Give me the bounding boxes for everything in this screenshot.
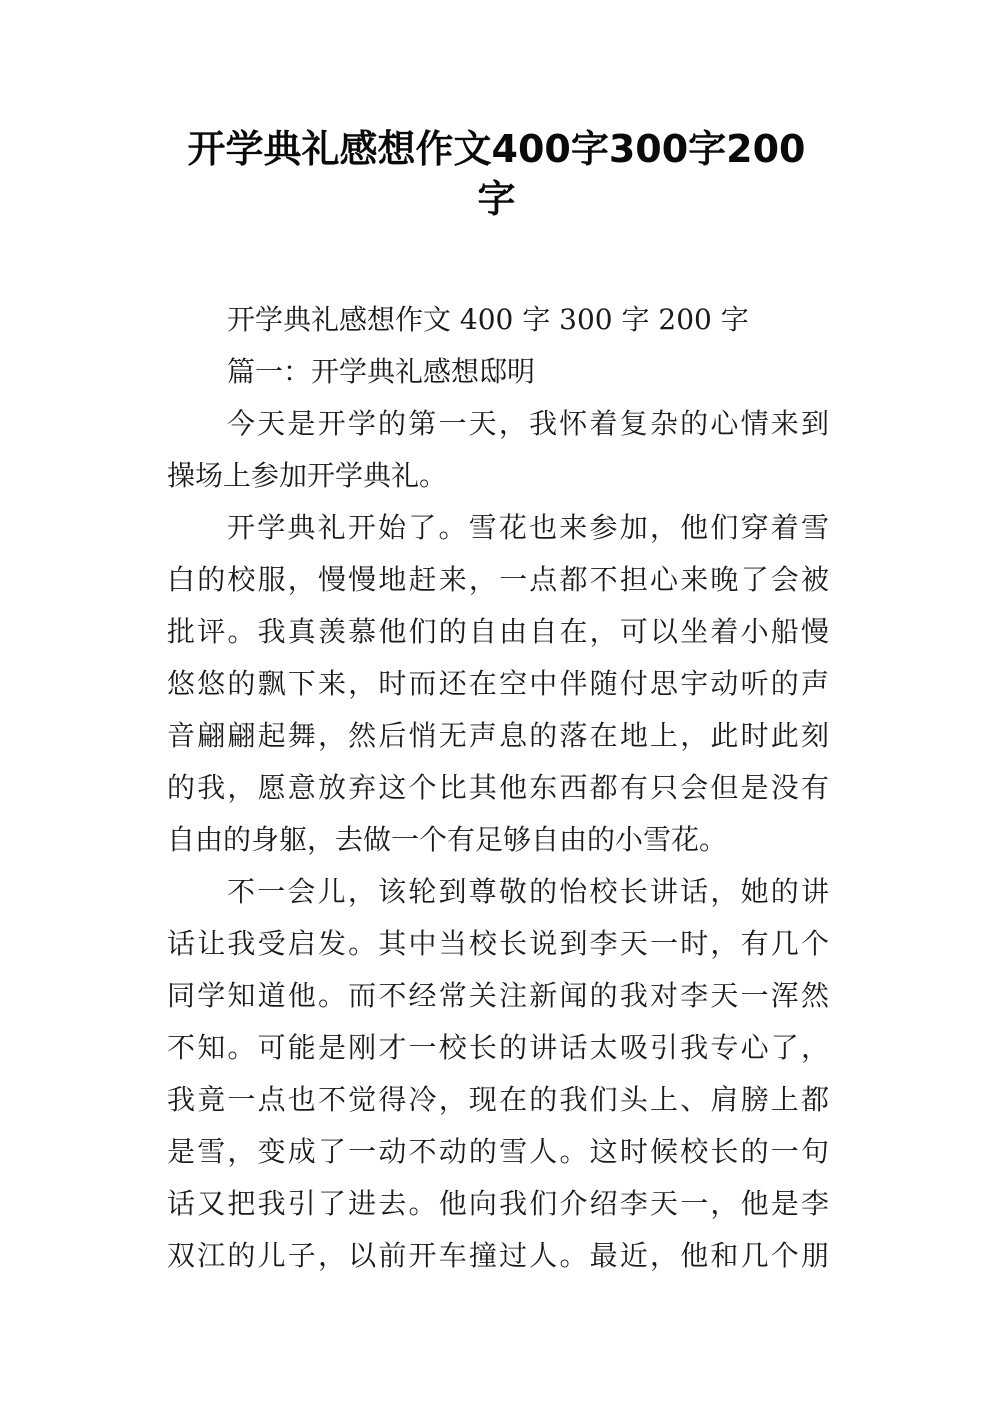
title-line-2: 字 bbox=[477, 177, 516, 221]
paragraph-line: 今天是开学的第一天，我怀着复杂的心情来到 bbox=[227, 407, 829, 440]
document-body bbox=[167, 294, 829, 1282]
section-heading: 篇一：开学典礼感想邸明 bbox=[227, 355, 536, 388]
paragraph-line: 不一会儿，该轮到尊敬的怡校长讲话，她的讲 bbox=[227, 875, 829, 908]
subtitle-line: 开学典礼感想作文 400 字 300 字 200 字 bbox=[227, 303, 749, 336]
paragraph-line: 我竟一点也不觉得冷，现在的我们头上、肩膀上都 bbox=[167, 1083, 829, 1116]
paragraph-line: 开学典礼开始了。雪花也来参加，他们穿着雪 bbox=[227, 511, 829, 544]
paragraph-line: 音翩翩起舞，然后悄无声息的落在地上，此时此刻 bbox=[167, 719, 829, 752]
paragraph-line: 是雪，变成了一动不动的雪人。这时候校长的一句 bbox=[167, 1135, 829, 1168]
paragraph-line: 同学知道他。而不经常关注新闻的我对李天一浑然 bbox=[167, 979, 829, 1012]
paragraph-line: 悠悠的飘下来，时而还在空中伴随付思宇动听的声 bbox=[167, 667, 829, 700]
paragraph-line: 批评。我真羡慕他们的自由自在，可以坐着小船慢 bbox=[167, 615, 829, 648]
title-line-1: 开学典礼感想作文400字300字200 bbox=[187, 127, 806, 171]
document-title bbox=[120, 124, 873, 224]
paragraph-line: 操场上参加开学典礼。 bbox=[167, 459, 448, 492]
paragraph-line: 自由的身躯，去做一个有足够自由的小雪花。 bbox=[167, 823, 728, 856]
paragraph-line: 的我，愿意放弃这个比其他东西都有只会但是没有 bbox=[167, 771, 829, 804]
paragraph-line: 话又把我引了进去。他向我们介绍李天一，他是李 bbox=[167, 1187, 829, 1220]
paragraph-line: 白的校服，慢慢地赶来，一点都不担心来晚了会被 bbox=[167, 563, 829, 596]
paragraph-line: 双江的儿子，以前开车撞过人。最近，他和几个朋 bbox=[167, 1239, 829, 1272]
paragraph-line: 话让我受启发。其中当校长说到李天一时，有几个 bbox=[167, 927, 829, 960]
paragraph-line: 不知。可能是刚才一校长的讲话太吸引我专心了， bbox=[167, 1031, 829, 1064]
